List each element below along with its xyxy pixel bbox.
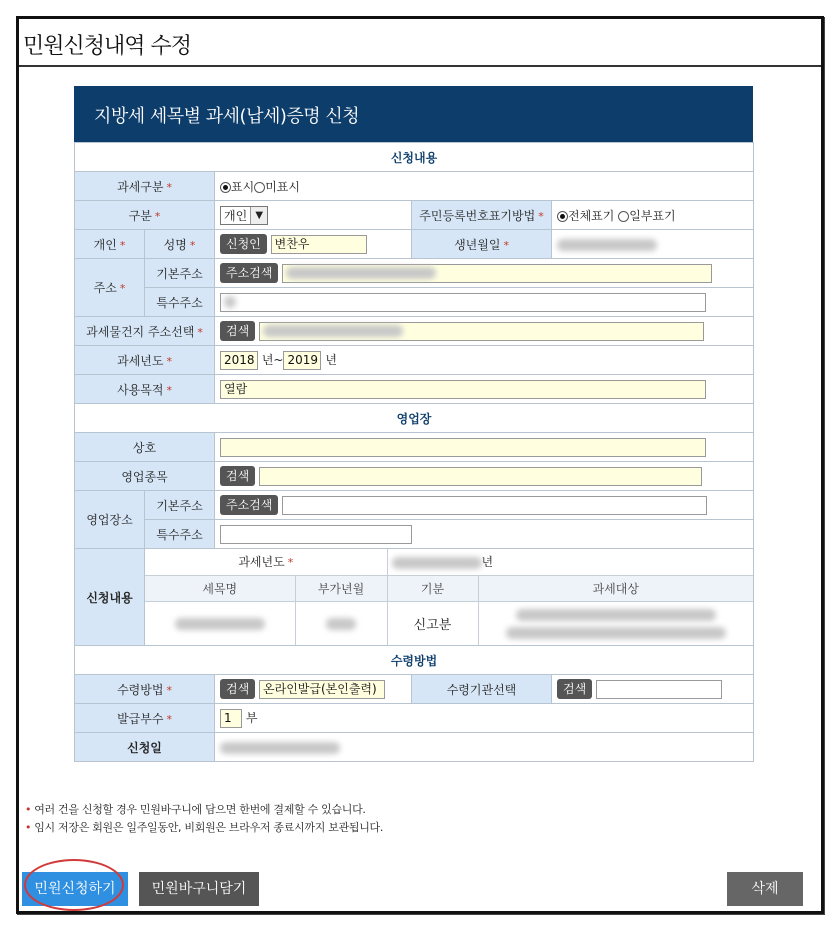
note-item: • 여러 건을 신청할 경우 민원바구니에 담으면 한번에 결제할 수 있습니다.	[25, 803, 366, 816]
business-special-address-input[interactable]	[220, 525, 412, 544]
col-type: 기분	[387, 575, 478, 601]
section-business: 영업장	[75, 404, 754, 433]
birth-field	[552, 230, 754, 259]
agency-search-button[interactable]: 검색	[557, 679, 592, 699]
business-type-input[interactable]	[259, 467, 702, 486]
receive-method-label: 수령방법 *	[75, 675, 215, 704]
apply-detail-table	[145, 549, 753, 645]
cell-period	[295, 601, 387, 645]
category-select[interactable]: 개인 ▼	[220, 206, 268, 225]
cell-tax-item	[145, 601, 295, 645]
note-item: • 임시 저장은 회원은 일주일동안, 비회원은 브라우저 종료시까지 보관됩니다.	[25, 821, 384, 834]
col-tax-item: 세목명	[145, 575, 295, 601]
receive-method-field	[215, 675, 412, 704]
property-search-button[interactable]: 검색	[220, 321, 255, 341]
business-address-search-button[interactable]: 주소검색	[220, 495, 278, 515]
business-location-label: 영업장소	[75, 491, 145, 549]
business-basic-address-field	[215, 491, 754, 520]
detail-year-label: 과세년도 *	[145, 549, 387, 575]
special-address-label: 특수주소	[145, 288, 215, 317]
tax-year-field: 2018 년~ 2019 년	[215, 346, 754, 375]
modal-window	[16, 16, 824, 914]
individual-label: 개인 *	[75, 230, 145, 259]
purpose-label: 사용목적 *	[75, 375, 215, 404]
tax-display-field: 표시 미표시	[215, 172, 754, 201]
name-label: 성명 *	[145, 230, 215, 259]
cell-type: 신고분	[387, 601, 478, 645]
apply-detail-field	[145, 549, 754, 646]
copies-label: 발급부수 *	[75, 704, 215, 733]
basic-address-label: 기본주소	[145, 259, 215, 288]
window-title: 민원신청내역 수정	[19, 19, 821, 67]
radio-no-display[interactable]	[254, 182, 265, 193]
notes	[25, 801, 383, 837]
section-receive: 수령방법	[75, 646, 754, 675]
tax-year-to-input[interactable]: 2019	[283, 351, 321, 370]
agency-label: 수령기관선택	[412, 675, 552, 704]
trade-name-field	[215, 433, 754, 462]
business-basic-address-label: 기본주소	[145, 491, 215, 520]
form-table	[74, 142, 754, 762]
property-address-field	[215, 317, 754, 346]
rrn-display-label: 주민등록번호표기방법 *	[412, 201, 552, 230]
special-address-field	[215, 288, 754, 317]
category-label: 구분 *	[75, 201, 215, 230]
apply-button[interactable]: 민원신청하기	[22, 872, 128, 906]
business-type-label: 영업종목	[75, 462, 215, 491]
birth-redacted	[557, 239, 657, 251]
purpose-field	[215, 375, 754, 404]
address-search-button[interactable]: 주소검색	[220, 263, 278, 283]
delete-button[interactable]: 삭제	[727, 872, 803, 906]
copies-input[interactable]: 1	[220, 709, 242, 728]
radio-partial[interactable]	[618, 211, 629, 222]
purpose-input[interactable]: 열람	[220, 380, 706, 399]
birth-label: 생년월일 *	[412, 230, 552, 259]
category-field	[215, 201, 412, 230]
receive-method-input[interactable]: 온라인발급(본인출력)	[259, 680, 385, 699]
form-header: 지방세 세목별 과세(납세)증명 신청	[74, 86, 753, 142]
business-basic-address-input[interactable]	[282, 496, 707, 515]
tax-year-label: 과세년도 *	[75, 346, 215, 375]
basic-address-input[interactable]	[282, 264, 712, 283]
copies-field: 1 부	[215, 704, 754, 733]
name-field	[215, 230, 412, 259]
apply-detail-label: 신청내용	[75, 549, 145, 646]
radio-full[interactable]	[557, 211, 568, 222]
col-tax-object: 과세대상	[478, 575, 753, 601]
application-form	[74, 86, 753, 762]
business-special-address-label: 특수주소	[145, 520, 215, 549]
section-apply: 신청내용	[75, 143, 754, 172]
agency-field	[552, 675, 754, 704]
address-label: 주소 *	[75, 259, 145, 317]
business-type-search-button[interactable]: 검색	[220, 466, 255, 486]
cell-tax-object	[478, 601, 753, 645]
trade-name-label: 상호	[75, 433, 215, 462]
property-address-input[interactable]	[259, 322, 704, 341]
tax-display-label: 과세구분 *	[75, 172, 215, 201]
radio-display[interactable]	[220, 182, 231, 193]
chevron-down-icon: ▼	[250, 207, 267, 224]
receive-method-search-button[interactable]: 검색	[220, 679, 255, 699]
applicant-button[interactable]: 신청인	[220, 234, 267, 254]
property-address-label: 과세물건지 주소선택 *	[75, 317, 215, 346]
detail-year-value: 년	[387, 549, 753, 575]
basic-address-field	[215, 259, 754, 288]
apply-date-field	[215, 733, 754, 762]
col-period: 부가년월	[295, 575, 387, 601]
rrn-display-field: 전체표기 일부표기	[552, 201, 754, 230]
business-type-field	[215, 462, 754, 491]
name-input[interactable]: 변찬우	[271, 235, 367, 254]
add-to-basket-button[interactable]: 민원바구니담기	[139, 872, 259, 906]
business-special-address-field	[215, 520, 754, 549]
agency-input[interactable]	[596, 680, 722, 699]
apply-date-label: 신청일	[75, 733, 215, 762]
tax-year-from-input[interactable]: 2018	[220, 351, 258, 370]
trade-name-input[interactable]	[220, 438, 706, 457]
special-address-input[interactable]	[220, 293, 706, 312]
